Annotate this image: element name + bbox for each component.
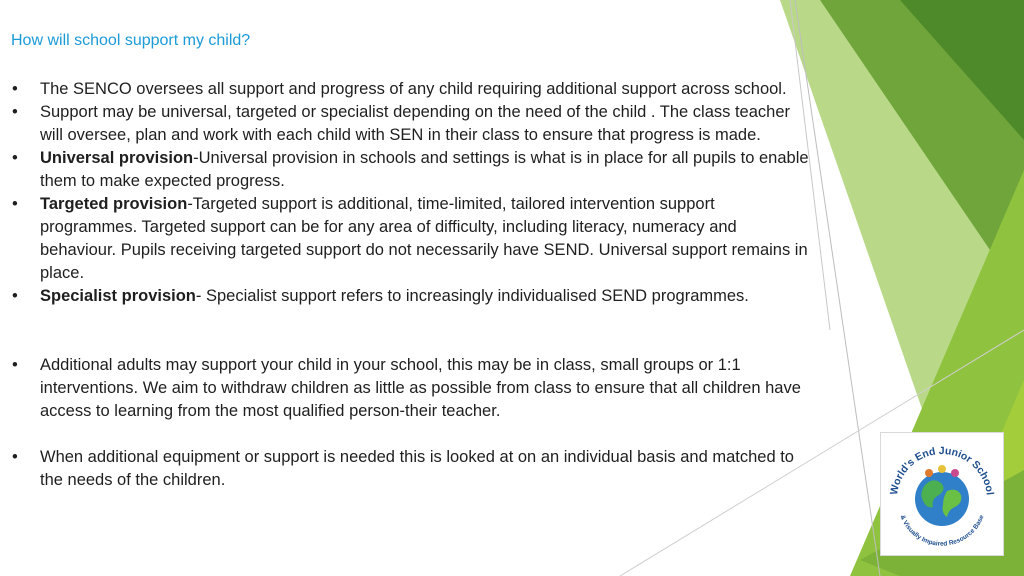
list-item — [11, 101, 811, 147]
logo-school-name: World's End Junior School — [888, 444, 996, 496]
bullet-heading: Targeted provision — [40, 195, 188, 213]
list-item — [11, 354, 811, 423]
bullet-text: When additional equipment or support is needed this is looked at on an individual basis and matched to the needs of the children. — [40, 448, 794, 489]
list-item — [11, 446, 811, 492]
list-item — [11, 78, 811, 101]
bullet-dot: • — [12, 287, 18, 305]
list-item — [11, 147, 811, 193]
bullet-heading: Universal provision — [40, 149, 194, 167]
bullet-text: Support may be universal, targeted or specialist depending on the need of the child . The class teacher will oversee, plan and work with each child with SEN in their class to ensure that progress is made. — [40, 103, 790, 144]
bullet-dot: • — [12, 103, 18, 121]
school-logo — [880, 432, 1004, 556]
bullet-dot: • — [12, 149, 18, 167]
bullet-dot: • — [12, 356, 18, 374]
logo-subtitle: & Visually Impaired Resource Base — [898, 514, 986, 548]
bullet-list — [11, 78, 811, 492]
bullet-dot: • — [12, 80, 18, 98]
list-item — [11, 285, 811, 308]
slide-title: How will school support my child? — [11, 32, 251, 49]
bullet-dot: • — [12, 448, 18, 466]
bullet-text: The SENCO oversees all support and progress of any child requiring additional support across school. — [40, 80, 787, 98]
list-item — [11, 193, 811, 285]
bullet-heading: Specialist provision — [40, 287, 196, 305]
bullet-text: - Specialist support refers to increasingly individualised SEND programmes. — [195, 287, 749, 305]
bullet-text: Additional adults may support your child in your school, this may be in class, small groups or 1:1 interventions. We aim to withdraw children as little as possible from class to ensure that all children have access to learning from the most qualified person-their teacher. — [40, 356, 801, 420]
bullet-text: -Universal provision in schools and settings is what is in place for all pupils to enable them to make expected progress. — [40, 149, 809, 190]
bullet-dot: • — [12, 195, 18, 213]
globe-icon — [881, 433, 1003, 555]
bullet-text: -Targeted support is additional, time-limited, tailored intervention support programmes. Targeted support can be for any area of difficulty, including literacy, numeracy and behaviour. Pupils receiving targeted support do not necessarily have SEND. Universal support remains in place. — [40, 195, 808, 282]
